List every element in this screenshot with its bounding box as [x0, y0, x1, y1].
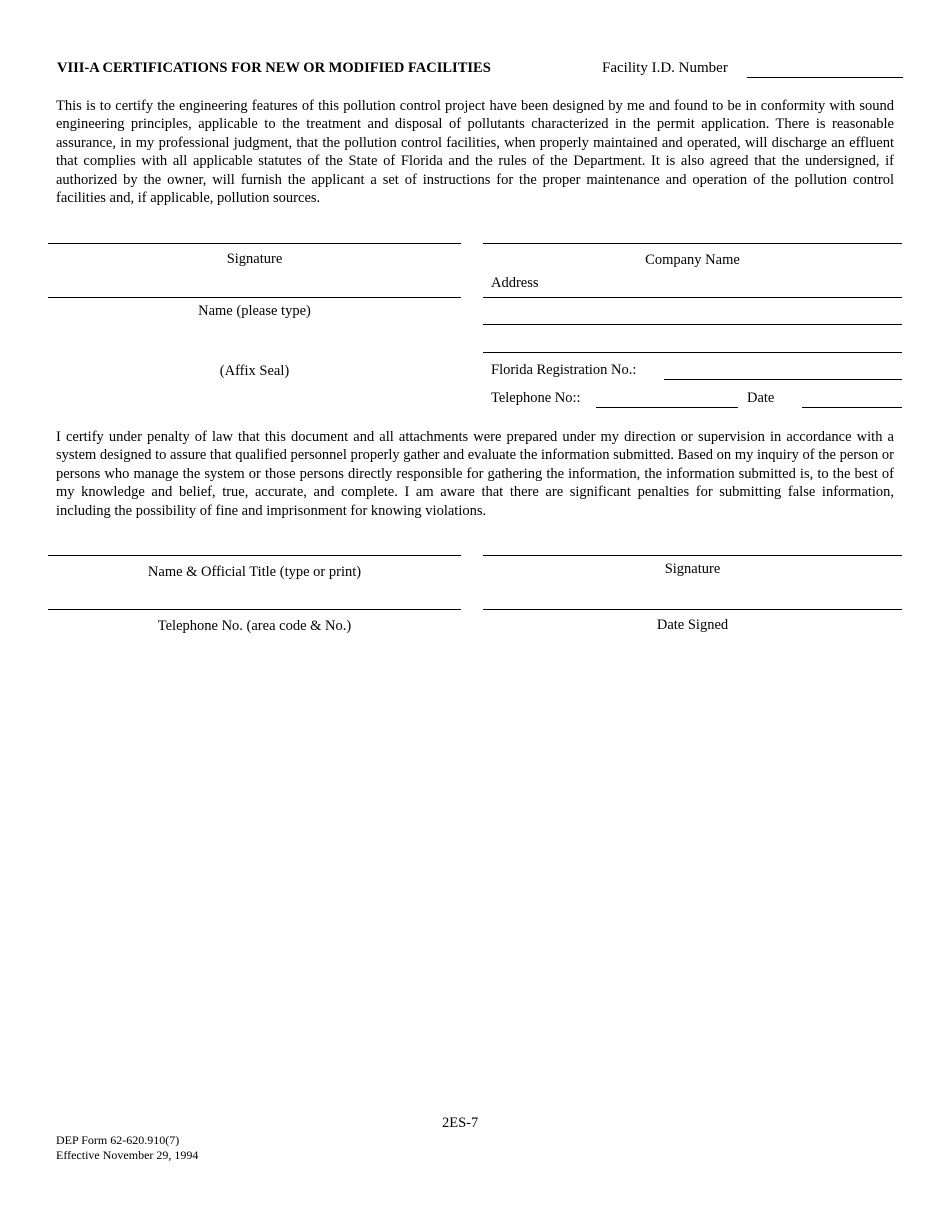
- engineer-date-label: Date: [747, 390, 775, 406]
- page-number: 2ES-7: [442, 1115, 479, 1131]
- company-name-label: Company Name: [645, 252, 740, 268]
- address-line-3[interactable]: [483, 352, 902, 353]
- engineer-name-label: Name (please type): [198, 303, 311, 319]
- name-title-label: Name & Official Title (type or print): [147, 564, 362, 580]
- address-line-2[interactable]: [483, 324, 902, 325]
- official-telephone-label: Telephone No. (area code & No.): [157, 618, 352, 634]
- engineer-certification-text: This is to certify the engineering features of this pollution control project have been designed by me and found to be in conformity with sound engineering principles, applicable to the treatment and disposal of pollutants characterized in the permit application. There is reasonable assurance, in my professional judgment, that the pollution control facilities, when properly maintained and operated, will discharge an effluent that complies with all applicable statutes of the State of Florida and the rules of the Department. It is also agreed that the undersigned, if authorized by the owner, will furnish the applicant a set of instructions for the proper maintenance and operation of the pollution control facilities and, if applicable, pollution sources.: [56, 98, 894, 207]
- engineer-date-field[interactable]: [802, 407, 902, 408]
- address-label: Address: [491, 275, 539, 291]
- engineer-name-field[interactable]: [48, 297, 461, 298]
- official-telephone-field[interactable]: [48, 609, 461, 610]
- facility-id-label: Facility I.D. Number: [602, 60, 728, 76]
- engineer-signature-label: Signature: [226, 251, 283, 267]
- date-signed-field[interactable]: [483, 609, 902, 610]
- date-signed-label: Date Signed: [656, 617, 729, 633]
- engineer-telephone-label: Telephone No::: [491, 390, 581, 406]
- official-signature-field[interactable]: [483, 555, 902, 556]
- form-footer: [56, 1133, 198, 1163]
- affix-seal-label: (Affix Seal): [219, 363, 290, 379]
- section-title: VIII-A CERTIFICATIONS FOR NEW OR MODIFIED FACILITIES: [57, 60, 491, 76]
- engineer-signature-field[interactable]: [48, 243, 461, 244]
- official-signature-label: Signature: [664, 561, 721, 577]
- address-line-1[interactable]: [483, 297, 902, 298]
- company-name-field[interactable]: [483, 243, 902, 244]
- effective-date: Effective November 29, 1994: [56, 1148, 199, 1162]
- registration-label: Florida Registration No.:: [491, 362, 637, 378]
- name-title-field[interactable]: [48, 555, 461, 556]
- form-number: DEP Form 62-620.910(7): [56, 1133, 180, 1147]
- facility-id-field[interactable]: [747, 77, 903, 78]
- registration-field[interactable]: [664, 379, 902, 380]
- engineer-telephone-field[interactable]: [596, 407, 738, 408]
- official-certification-text: I certify under penalty of law that this document and all attachments were prepared under my direction or supervision in accordance with a system designed to assure that qualified personnel properly gather and evaluate the information submitted. Based on my inquiry of the person or persons who manage the system or those persons directly responsible for gathering the information, the information submitted is, to the best of my knowledge and belief, true, accurate, and complete. I am aware that there are significant penalties for submitting false information, including the possibility of fine and imprisonment for knowing violations.: [56, 429, 894, 519]
